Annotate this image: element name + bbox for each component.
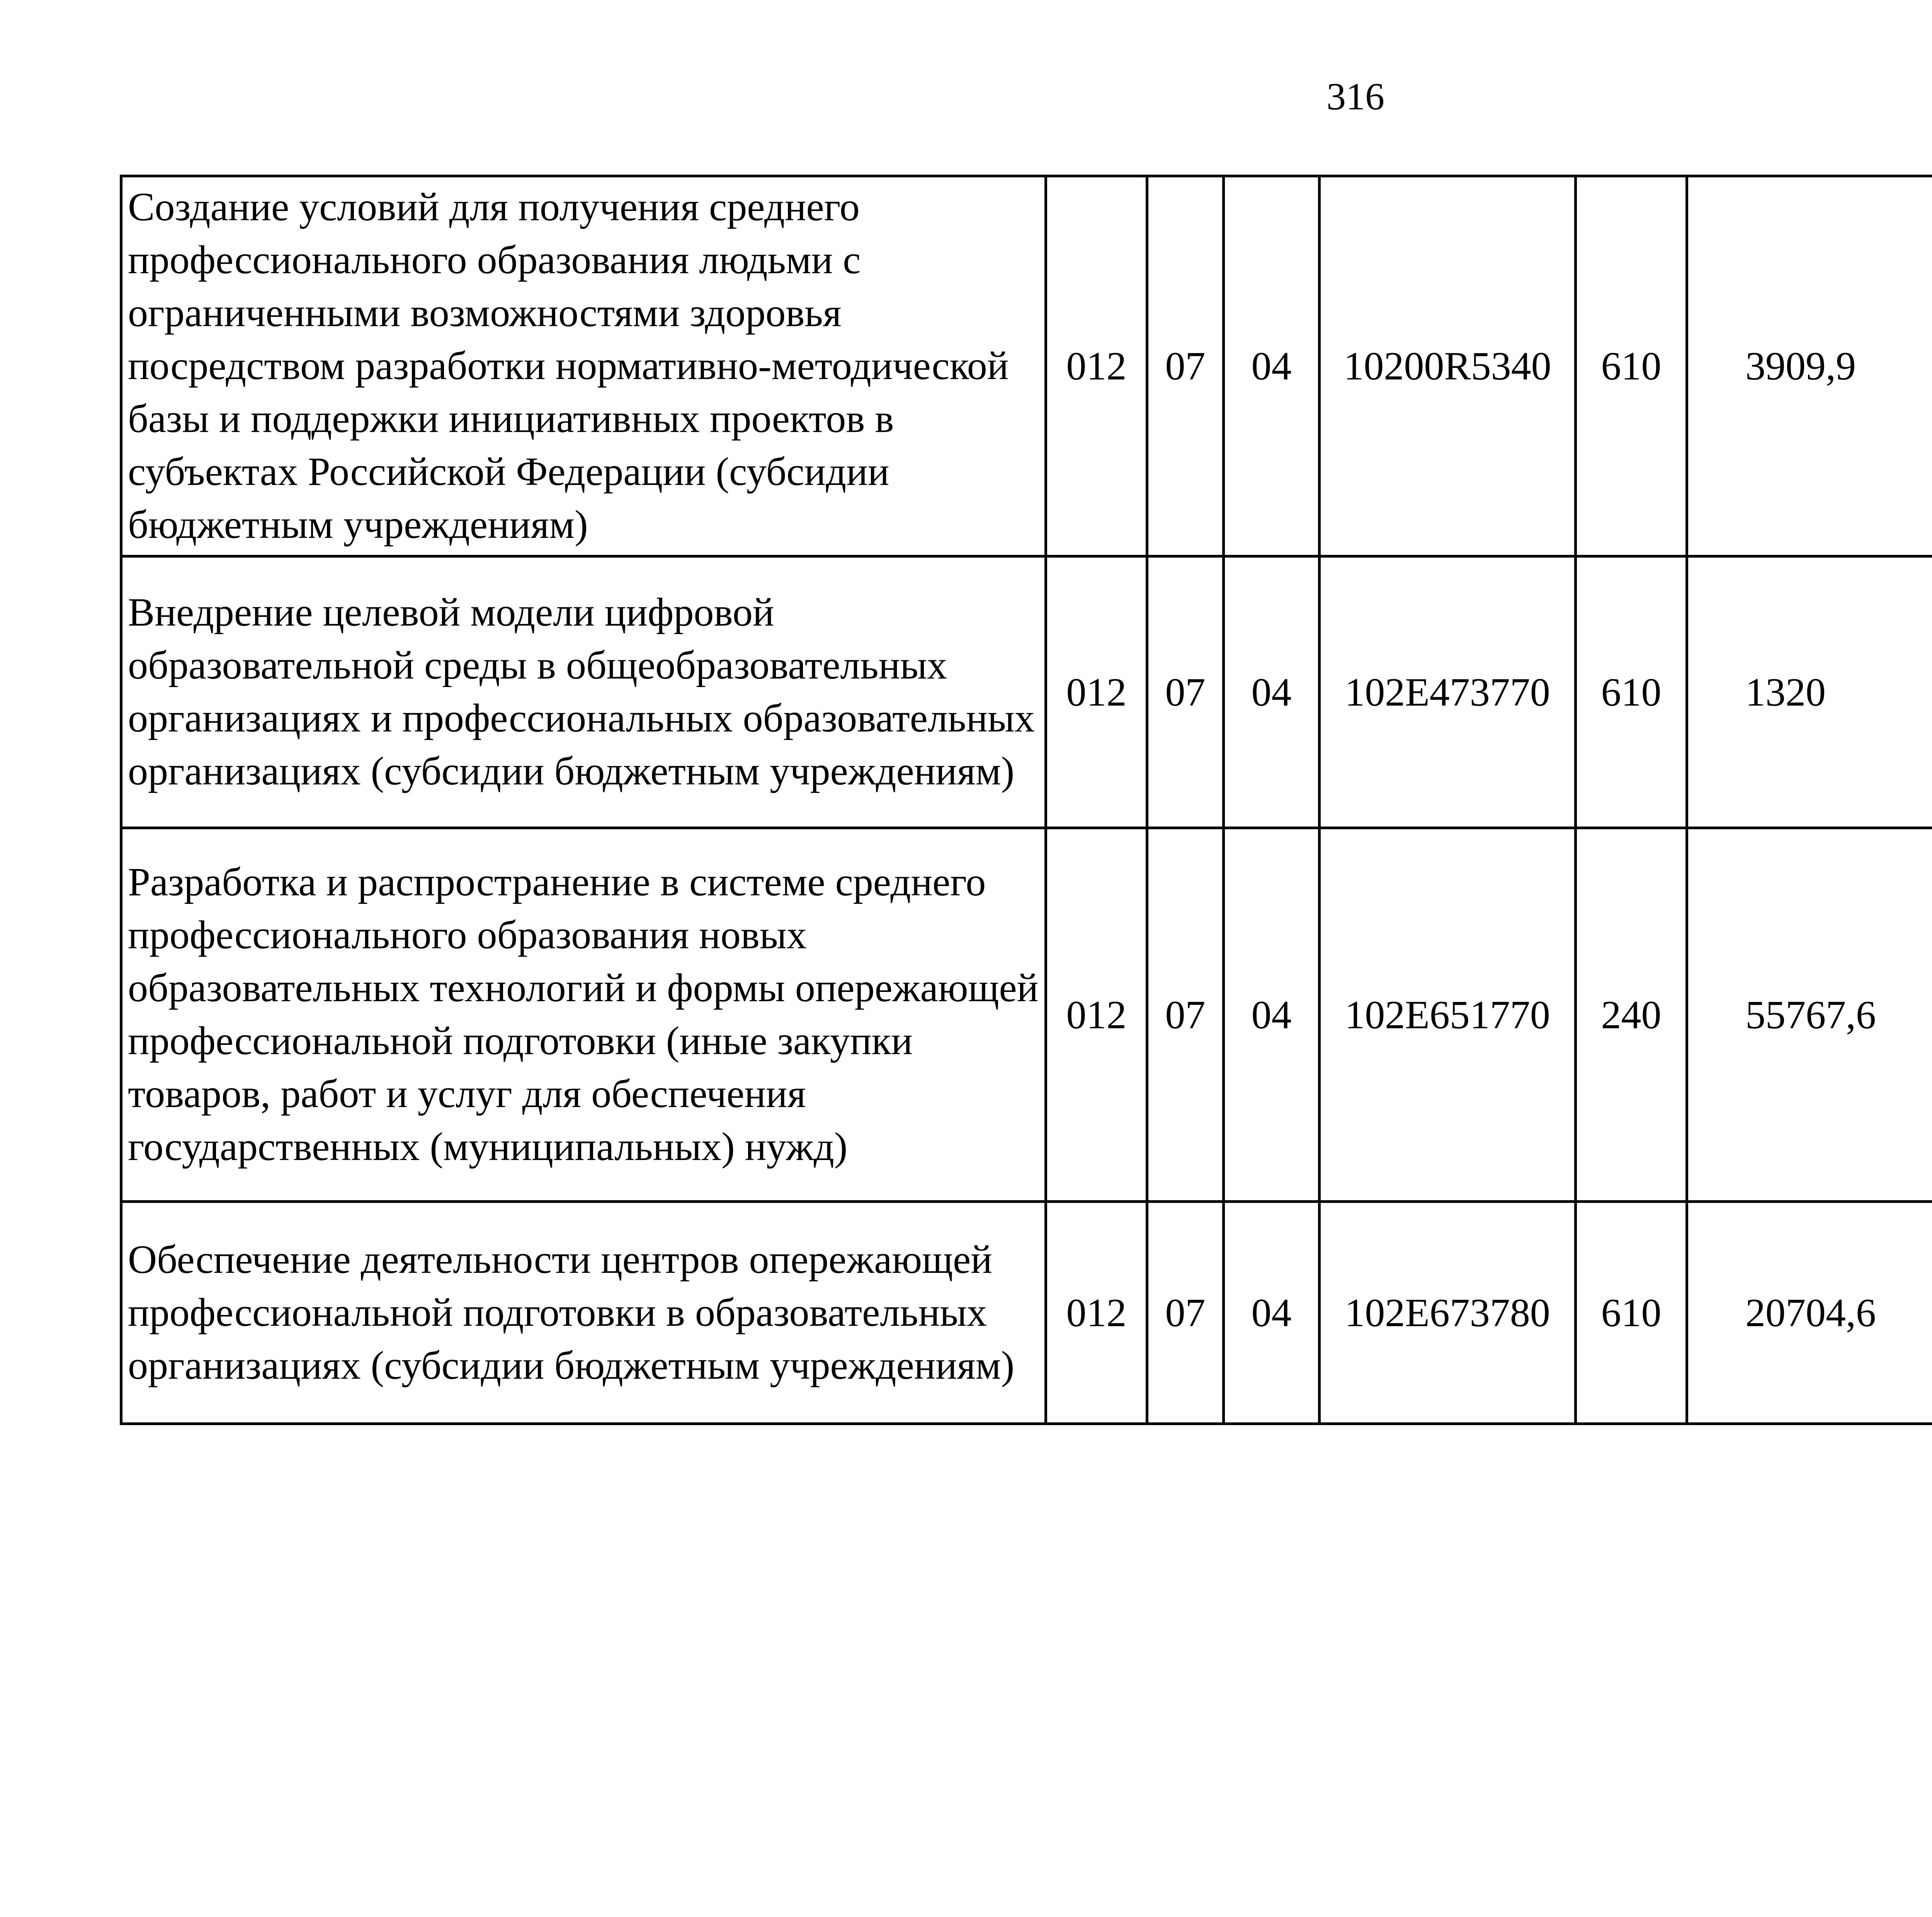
target-article-code: 102E473770 <box>1320 556 1576 828</box>
target-article-code: 102E673780 <box>1320 1202 1576 1424</box>
expense-type-code: 610 <box>1576 556 1687 828</box>
expense-type-code: 610 <box>1576 176 1687 556</box>
row-description: Обеспечение деятельности центров опережающей профессиональной подготовки в образовательных организациях (субсидии бюджетным учреждениям) <box>121 1202 1046 1424</box>
amount: 55767,6 <box>1687 828 1932 1202</box>
amount: 1320 <box>1687 556 1932 828</box>
budget-table <box>120 175 1932 1425</box>
subsection-code: 04 <box>1224 828 1320 1202</box>
row-description: Создание условий для получения среднего профессионального образования людьми с ограниченными возможностями здоровья посредством разработки нормативно-методической базы и поддержки инициативных проектов в субъектах Российской Федерации (субсидии бюджетным учреждениям) <box>121 176 1046 556</box>
subsection-code: 04 <box>1224 1202 1320 1424</box>
section-code: 07 <box>1147 176 1224 556</box>
ministry-code: 012 <box>1046 1202 1147 1424</box>
row-description: Внедрение целевой модели цифровой образовательной среды в общеобразовательных организациях и профессиональных образовательных организациях (субсидии бюджетным учреждениям) <box>121 556 1046 828</box>
ministry-code: 012 <box>1046 828 1147 1202</box>
table-row <box>121 176 1932 556</box>
section-code: 07 <box>1147 1202 1224 1424</box>
expense-type-code: 610 <box>1576 1202 1687 1424</box>
table-row <box>121 556 1932 828</box>
section-code: 07 <box>1147 828 1224 1202</box>
subsection-code: 04 <box>1224 176 1320 556</box>
section-code: 07 <box>1147 556 1224 828</box>
table-row <box>121 1202 1932 1424</box>
amount: 20704,6 <box>1687 1202 1932 1424</box>
amount: 3909,9 <box>1687 176 1932 556</box>
row-description: Разработка и распространение в системе среднего профессионального образования новых образовательных технологий и формы опережающей профессиональной подготовки (иные закупки товаров, работ и услуг для обеспечения государственных (муниципальных) нужд) <box>121 828 1046 1202</box>
expense-type-code: 240 <box>1576 828 1687 1202</box>
ministry-code: 012 <box>1046 556 1147 828</box>
table-row <box>121 828 1932 1202</box>
ministry-code: 012 <box>1046 176 1147 556</box>
target-article-code: 10200R5340 <box>1320 176 1576 556</box>
page-number: 316 <box>1327 75 1384 118</box>
subsection-code: 04 <box>1224 556 1320 828</box>
target-article-code: 102E651770 <box>1320 828 1576 1202</box>
